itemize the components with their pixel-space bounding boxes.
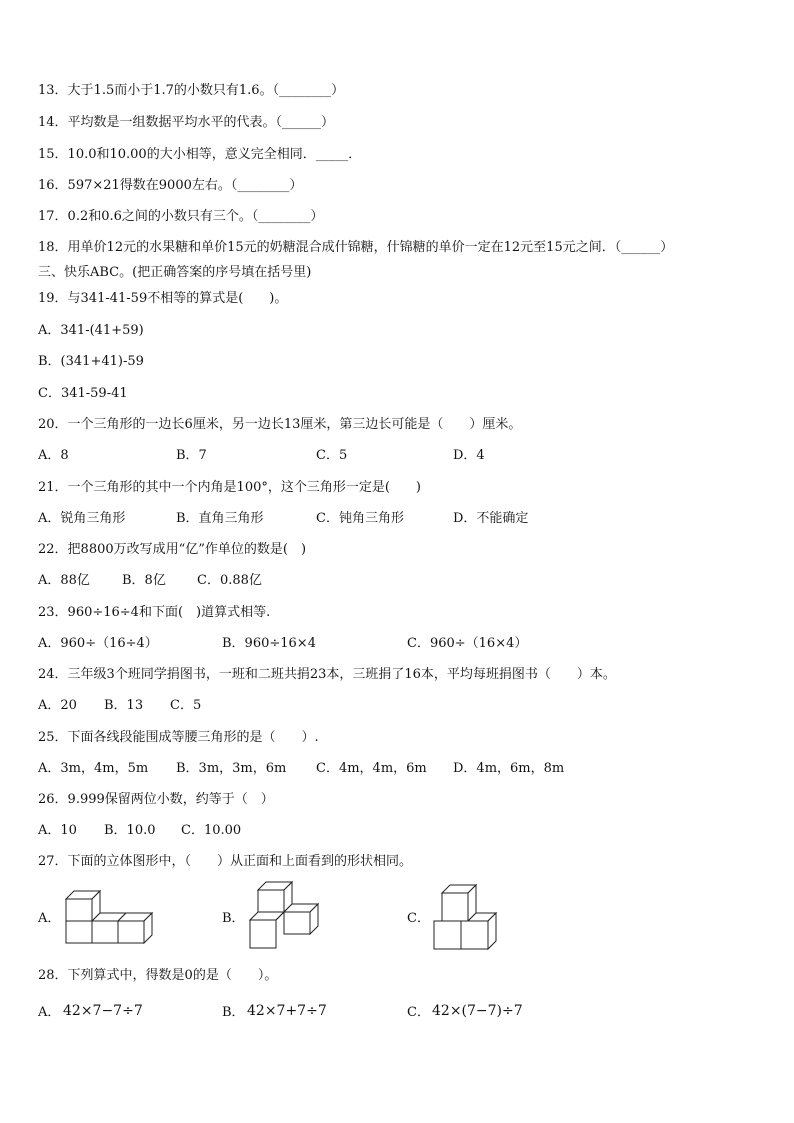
q27-option-b: B． [222,911,245,926]
q26-option-b: B．10.0 [104,823,156,838]
q21-option-c: C．钝角三角形 [316,511,404,526]
section-3-heading: 三、快乐ABC。(把正确答案的序号填在括号里) [38,265,312,280]
question-19-stem: 19．与341-41-59不相等的算式是( )。 [38,291,288,306]
question-21-stem: 21．一个三角形的其中一个内角是100°，这个三角形一定是( ) [38,480,421,495]
question-27-stem: 27．下面的立体图形中，（ ）从正面和上面看到的形状相同。 [38,854,413,869]
q20-option-d: D．4 [453,448,485,463]
question-20-stem: 20．一个三角形的一边长6厘米，另一边长13厘米，第三边长可能是（ ）厘米。 [38,417,522,432]
q24-option-c: C．5 [170,698,202,713]
question-16: 16．597×21得数在9000左右。（________） [38,178,303,193]
q19-option-c: C．341-59-41 [38,386,128,401]
q24-option-b: B．13 [104,698,144,713]
question-13: 13．大于1.5而小于1.7的小数只有1.6。（________） [38,83,345,98]
question-18: 18．用单价12元的水果糖和单价15元的奶糖混合成什锦糖，什锦糖的单价一定在12元至15元之间．（______） [38,240,674,255]
question-22-stem: 22．把8800万改写成用“亿”作单位的数是( ) [38,542,307,557]
q27-option-a: A． [38,911,61,926]
question-15: 15．10.0和10.00的大小相等，意义完全相同．_____． [38,147,362,162]
q28-expression-b: 42×7+7÷7 [247,1003,327,1019]
question-26-stem: 26．9.999保留两位小数，约等于（ ） [38,792,274,807]
q21-option-a: A．锐角三角形 [38,511,126,526]
question-17: 17．0.2和0.6之间的小数只有三个。（________） [38,209,324,224]
q25-option-d: D．4m，6m，8m [453,761,565,776]
q28-option-a: A． [38,1005,61,1020]
q28-expression-a: 42×7−7÷7 [63,1003,143,1019]
question-24-stem: 24．三年级3个班同学捐图书，一班和二班共捐23本，三班捐了16本，平均每班捐图书（ ）本。 [38,667,616,682]
q24-option-a: A．20 [38,698,77,713]
cube-figure-b [246,880,322,952]
q26-option-c: C．10.00 [181,823,242,838]
q21-option-d: D．不能确定 [453,511,529,526]
q20-option-b: B．7 [176,448,207,463]
q22-option-b: B．8亿 [122,573,166,588]
q19-option-a: A．341-(41+59) [38,323,144,338]
q28-option-b: B． [222,1005,245,1020]
cube-figure-c [432,883,498,953]
q22-option-a: A．88亿 [38,573,90,588]
q28-expression-c: 42×(7−7)÷7 [432,1003,523,1019]
q21-option-b: B．直角三角形 [176,511,264,526]
cube-figure-a [62,883,154,949]
q25-option-a: A．3m，4m，5m [38,761,149,776]
question-28-stem: 28．下列算式中，得数是0的是（ ）。 [38,968,278,983]
question-23-stem: 23．960÷16÷4和下面( )道算式相等. [38,605,271,620]
q19-option-b: B．(341+41)-59 [38,354,144,369]
q27-option-c: C． [407,911,430,926]
q28-option-c: C． [407,1005,430,1020]
q20-option-a: A．8 [38,448,69,463]
q23-option-a: A．960÷（16÷4） [38,636,158,651]
q22-option-c: C．0.88亿 [197,573,262,588]
q26-option-a: A．10 [38,823,77,838]
q20-option-c: C．5 [316,448,348,463]
q25-option-c: C．4m，4m，6m [316,761,427,776]
q25-option-b: B．3m，3m，6m [176,761,287,776]
question-25-stem: 25．下面各线段能围成等腰三角形的是（ ）. [38,730,319,745]
q23-option-c: C．960÷（16×4） [407,636,528,651]
q23-option-b: B．960÷16×4 [222,636,316,651]
question-14: 14．平均数是一组数据平均水平的代表。（______） [38,115,335,130]
